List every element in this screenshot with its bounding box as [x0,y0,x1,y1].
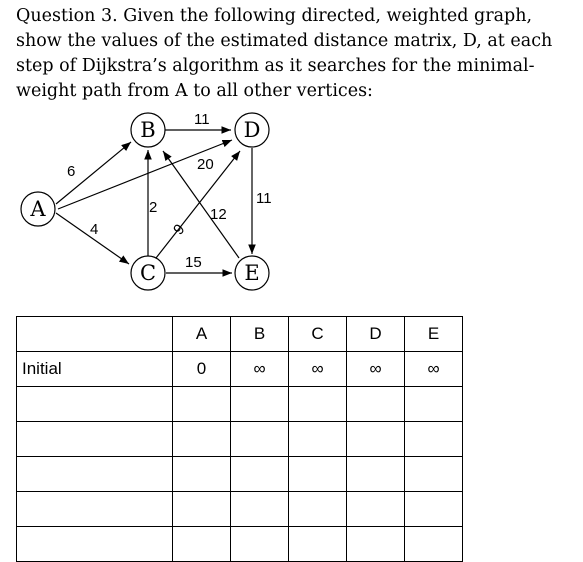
table-row [17,527,463,562]
header-cell: B [231,317,289,352]
table-cell[interactable] [231,422,289,457]
table-cell[interactable] [173,422,231,457]
row-label[interactable] [17,387,173,422]
question-text: Question 3. Given the following directed, weighted graph, show the values of the estimated distance matrix, D, at each step of Dijkstra’s algorithm as it searches for the minimal-weight path from A to all other vertices: [16,6,553,101]
table-cell[interactable] [289,422,347,457]
header-cell: C [289,317,347,352]
weight-e-b: 12 [210,206,227,223]
table-cell: ∞ [405,352,463,387]
header-cell: E [405,317,463,352]
table-cell[interactable] [289,457,347,492]
table-row [17,387,463,422]
table-cell[interactable] [231,457,289,492]
table-cell[interactable] [347,457,405,492]
table-cell[interactable] [347,387,405,422]
table-cell[interactable] [405,387,463,422]
directed-weighted-graph [0,100,300,300]
table-cell[interactable] [289,387,347,422]
row-label[interactable] [17,422,173,457]
table-cell[interactable] [289,527,347,562]
weight-a-c: 4 [90,221,99,238]
node-d-label: D [243,118,261,142]
weight-d-e: 11 [256,190,272,207]
weight-c-b: 2 [149,199,158,216]
distance-matrix-table [16,316,463,562]
table-cell[interactable] [347,527,405,562]
weight-c-d: 9 [170,221,189,239]
table-cell[interactable] [173,387,231,422]
weight-a-b: 6 [67,163,76,180]
node-c-label: C [139,261,157,285]
node-e-label: E [244,261,260,285]
header-cell: A [173,317,231,352]
table-header-row [17,317,463,352]
table-cell: 0 [173,352,231,387]
table-cell[interactable] [289,492,347,527]
node-a [21,192,55,226]
table-cell[interactable] [405,492,463,527]
table-cell[interactable] [347,492,405,527]
table-cell[interactable] [347,422,405,457]
table-cell[interactable] [231,527,289,562]
node-a-label: A [30,197,46,221]
table-row [17,422,463,457]
table-cell: ∞ [289,352,347,387]
weight-c-e: 15 [185,254,202,271]
table-cell[interactable] [405,527,463,562]
node-b-label: B [140,118,156,142]
node-c [131,256,165,290]
weight-b-d: 11 [194,111,210,128]
table-cell: ∞ [347,352,405,387]
table-cell[interactable] [173,527,231,562]
row-label: Initial [17,352,173,387]
table-cell[interactable] [173,457,231,492]
node-e [235,256,269,290]
table-row [17,492,463,527]
table-cell[interactable] [231,387,289,422]
table-row [17,352,463,387]
node-b [131,113,165,147]
header-cell [17,317,173,352]
node-d [235,113,269,147]
table-cell[interactable] [405,422,463,457]
table-row [17,457,463,492]
weight-a-d: 20 [197,156,214,173]
table-cell[interactable] [231,492,289,527]
table-cell: ∞ [231,352,289,387]
header-cell: D [347,317,405,352]
edge-a-d [58,140,232,209]
table-cell[interactable] [405,457,463,492]
row-label[interactable] [17,492,173,527]
table-cell[interactable] [173,492,231,527]
row-label[interactable] [17,457,173,492]
row-label[interactable] [17,527,173,562]
